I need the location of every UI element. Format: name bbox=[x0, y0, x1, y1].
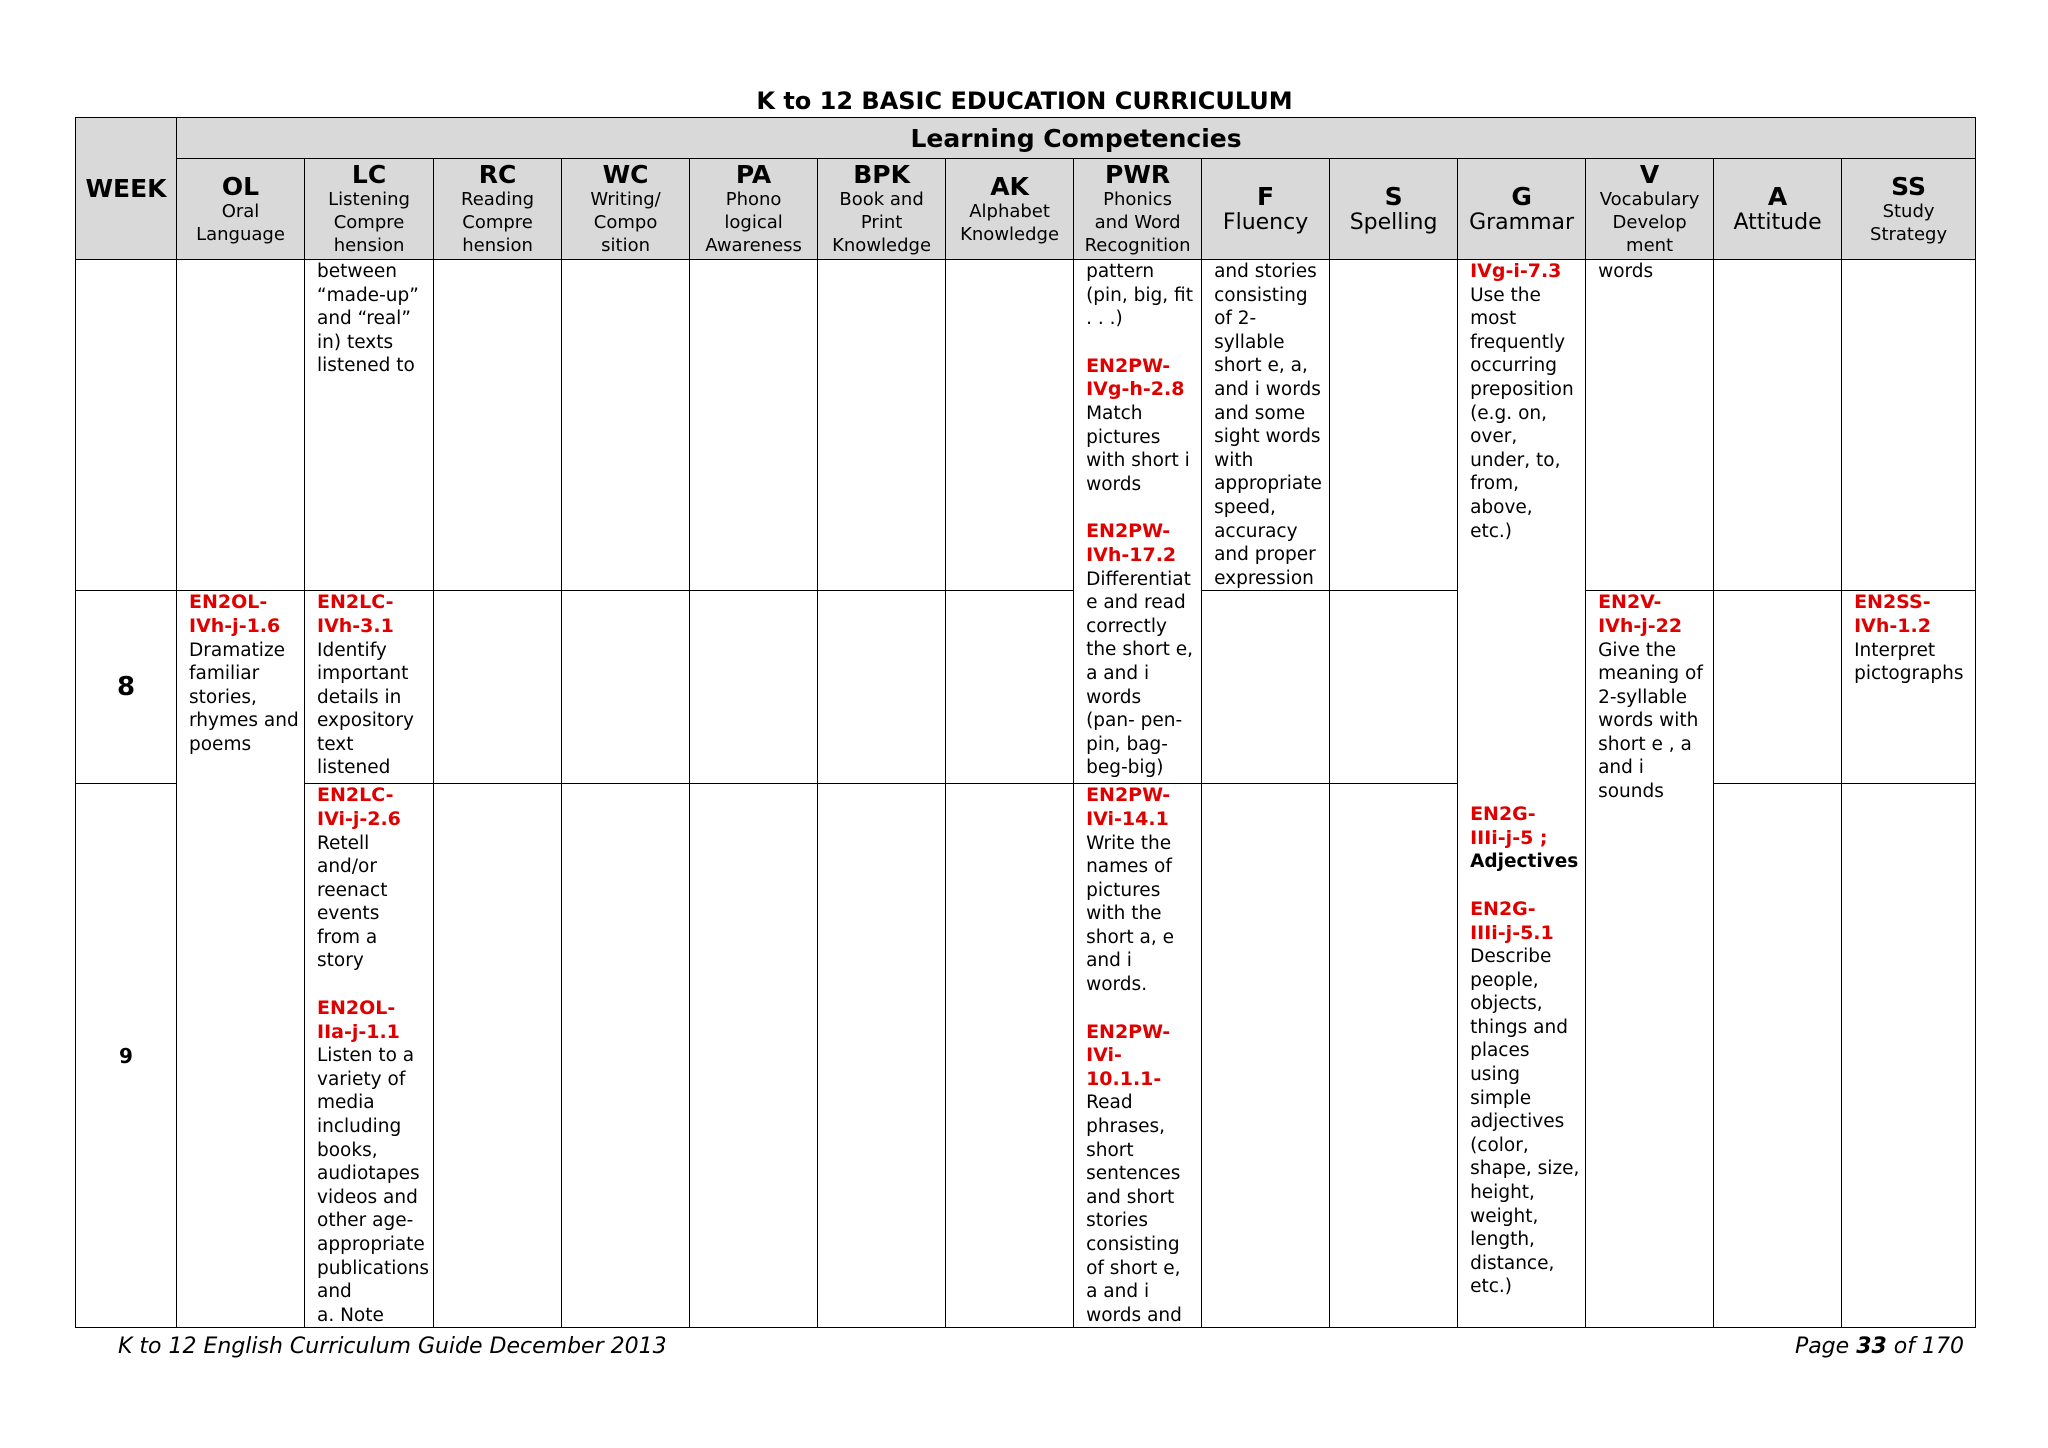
col-header-ol: OL Oral Language bbox=[177, 159, 305, 260]
week-header: WEEK bbox=[76, 118, 177, 260]
v-cell: words bbox=[1586, 260, 1714, 591]
rc-cell bbox=[434, 260, 562, 591]
week-cell-empty bbox=[76, 260, 177, 591]
table-row bbox=[76, 260, 1976, 591]
col-header-bpk: BPK Book and Print Knowledge bbox=[818, 159, 946, 260]
lc-cell: between “made-up” and “real” in) texts listened to bbox=[305, 260, 434, 591]
ak-cell bbox=[946, 591, 1074, 784]
week-number: 9 bbox=[76, 784, 177, 1328]
s-cell bbox=[1330, 591, 1458, 784]
ol-cell: EN2OL- IVh-j-1.6 Dramatize familiar stories, rhymes and poems bbox=[177, 591, 305, 1328]
pwr-cell: EN2PW- IVi-14.1 Write the names of pictures with the short a, e and i words. EN2PW- IVi- 10.1.1- Read phrases, short sentences and short stories consisting of short e, a and i words and bbox=[1074, 784, 1202, 1328]
ss-cell bbox=[1842, 260, 1976, 591]
curriculum-table bbox=[75, 117, 1976, 1328]
current-page: 33 bbox=[1856, 1334, 1887, 1359]
col-header-a: A Attitude bbox=[1714, 159, 1842, 260]
f-cell bbox=[1202, 784, 1330, 1328]
footer-guide-title: K to 12 English Curriculum Guide December 2013 bbox=[118, 1334, 667, 1359]
rc-cell bbox=[434, 784, 562, 1328]
bpk-cell bbox=[818, 260, 946, 591]
col-header-s: S Spelling bbox=[1330, 159, 1458, 260]
ss-cell bbox=[1842, 784, 1976, 1328]
g-cell: IVg-i-7.3 Use the most frequently occurring preposition (e.g. on, over, under, to, from, above, etc.) EN2G- IIIi-j-5 ; Adjectives EN2G- IIIi-j-5.1 Describe people, objects, things and places using simple adjectives (color, shape, size, height, weight, length, distance, etc.) bbox=[1458, 260, 1586, 1328]
bpk-cell bbox=[818, 784, 946, 1328]
page-title: K to 12 BASIC EDUCATION CURRICULUM bbox=[756, 87, 1293, 115]
learning-competencies-header: Learning Competencies bbox=[177, 118, 1976, 159]
header-row-top bbox=[76, 118, 1976, 159]
col-header-f: F Fluency bbox=[1202, 159, 1330, 260]
col-header-v: V Vocabulary Develop ment bbox=[1586, 159, 1714, 260]
pa-cell bbox=[690, 260, 818, 591]
col-header-lc: LC Listening Compre hension bbox=[305, 159, 434, 260]
pa-cell bbox=[690, 591, 818, 784]
a-cell bbox=[1714, 591, 1842, 784]
rc-cell bbox=[434, 591, 562, 784]
col-header-g: G Grammar bbox=[1458, 159, 1586, 260]
week-number: 8 bbox=[76, 591, 177, 784]
a-cell bbox=[1714, 260, 1842, 591]
col-header-rc: RC Reading Compre hension bbox=[434, 159, 562, 260]
f-cell bbox=[1202, 591, 1330, 784]
col-header-ak: AK Alphabet Knowledge bbox=[946, 159, 1074, 260]
wc-cell bbox=[562, 784, 690, 1328]
ss-cell: EN2SS- IVh-1.2 Interpret pictographs bbox=[1842, 591, 1976, 784]
col-header-wc: WC Writing/ Compo sition bbox=[562, 159, 690, 260]
footer-page-number: Page 33 of 170 bbox=[1794, 1334, 1964, 1359]
bpk-cell bbox=[818, 591, 946, 784]
wc-cell bbox=[562, 591, 690, 784]
col-header-pwr: PWR Phonics and Word Recognition bbox=[1074, 159, 1202, 260]
pwr-cell: pattern (pin, big, fit . . .) EN2PW- IVg-h-2.8 Match pictures with short i words EN2PW- IVh-17.2 Differentiat e and read correctly the short e, a and i words (pan- pen- pin, bag- beg-big) bbox=[1074, 260, 1202, 784]
col-header-ss: SS Study Strategy bbox=[1842, 159, 1976, 260]
ol-cell bbox=[177, 260, 305, 591]
lc-cell: EN2LC- IVh-3.1 Identify important details in expository text listened bbox=[305, 591, 434, 784]
header-row-columns bbox=[76, 159, 1976, 260]
col-header-pa: PA Phono logical Awareness bbox=[690, 159, 818, 260]
lc-cell: EN2LC- IVi-j-2.6 Retell and/or reenact events from a story EN2OL- IIa-j-1.1 Listen to a variety of media including books, audiotapes videos and other age- appropriate publications and a. Note bbox=[305, 784, 434, 1328]
s-cell bbox=[1330, 784, 1458, 1328]
a-cell bbox=[1714, 784, 1842, 1328]
s-cell bbox=[1330, 260, 1458, 591]
pa-cell bbox=[690, 784, 818, 1328]
f-cell: and stories consisting of 2- syllable short e, a, and i words and some sight words with appropriate speed, accuracy and proper expression bbox=[1202, 260, 1330, 591]
table-row bbox=[76, 591, 1976, 784]
ak-cell bbox=[946, 260, 1074, 591]
ak-cell bbox=[946, 784, 1074, 1328]
v-cell: EN2V- IVh-j-22 Give the meaning of 2-syllable words with short e , a and i sounds bbox=[1586, 591, 1714, 1328]
wc-cell bbox=[562, 260, 690, 591]
